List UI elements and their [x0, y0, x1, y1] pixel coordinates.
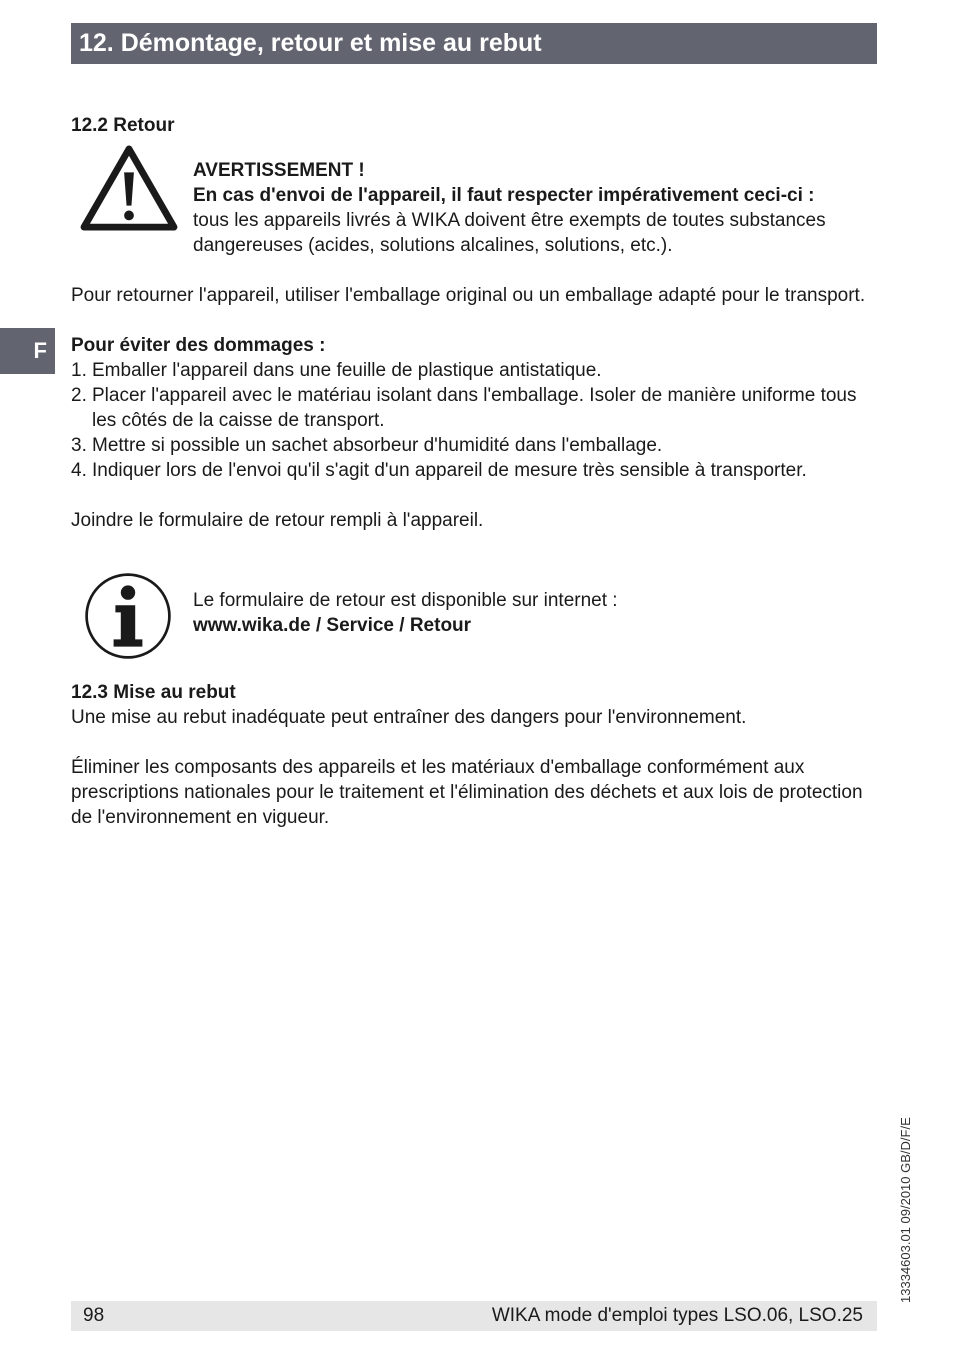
steps-list [71, 358, 877, 483]
list-item [71, 383, 877, 433]
form-text: Joindre le formulaire de retour rempli à l'appareil. [71, 510, 484, 531]
list-item [71, 458, 877, 483]
warning-triangle-icon [80, 145, 178, 233]
list-item [71, 358, 877, 383]
info-text: Le formulaire de retour est disponible sur internet : [193, 590, 618, 611]
packaging-text: Pour retourner l'appareil, utiliser l'emballage original ou un emballage adapté pour le transport. [71, 285, 866, 306]
footer-doc-title: WIKA mode d'emploi types LSO.06, LSO.25 [491, 1305, 863, 1326]
list-item-text: Emballer l'appareil dans une feuille de plastique antistatique. [92, 360, 602, 381]
info-notice [71, 571, 877, 680]
warning-lead: En cas d'envoi de l'appareil, il faut respecter impérativement ceci-ci : [193, 185, 815, 206]
page-content [71, 113, 877, 830]
info-circle-icon [83, 571, 173, 661]
document-code: 13334603.01 09/2010 GB/D/F/E [898, 1117, 913, 1303]
chapter-title: 12. Démontage, retour et mise au rebut [71, 23, 877, 64]
damage-heading: Pour éviter des dommages : [71, 335, 326, 356]
page-number: 98 [83, 1305, 105, 1326]
info-link: www.wika.de / Service / Retour [193, 615, 472, 636]
section-heading-mise-au-rebut: 12.3 Mise au rebut [71, 682, 236, 703]
list-item-text: Mettre si possible un sachet absorbeur d'humidité dans l'emballage. [92, 435, 663, 456]
list-item [71, 433, 877, 458]
disposal-text: Une mise au rebut inadéquate peut entraîner des dangers pour l'environnement. [71, 707, 747, 728]
warning-text: tous les appareils livrés à WIKA doivent être exempts de toutes substances dangereuses (acides, solutions alcalines, solutions, etc.). [193, 210, 826, 256]
warning-title: AVERTISSEMENT ! [193, 160, 365, 181]
list-item-text: Indiquer lors de l'envoi qu'il s'agit d'un appareil de mesure très sensible à transporter. [92, 460, 807, 481]
list-item-number: 4. [71, 460, 87, 481]
warning-notice [71, 158, 877, 258]
list-item-number: 3. [71, 435, 87, 456]
language-tab: F [0, 328, 55, 374]
disposal-instructions: Éliminer les composants des appareils et les matériaux d'emballage conformément aux prescriptions nationales pour le traitement et l'élimination des déchets et aux lois de protection de l'environnement en vigueur. [71, 757, 863, 828]
page-footer [71, 1301, 877, 1331]
list-item-number: 2. [71, 385, 87, 406]
list-item-text: Placer l'appareil avec le matériau isolant dans l'emballage. Isoler de manière uniforme tous les côtés de la caisse de transport. [92, 385, 857, 431]
section-heading-retour: 12.2 Retour [71, 115, 175, 136]
list-item-number: 1. [71, 360, 87, 381]
